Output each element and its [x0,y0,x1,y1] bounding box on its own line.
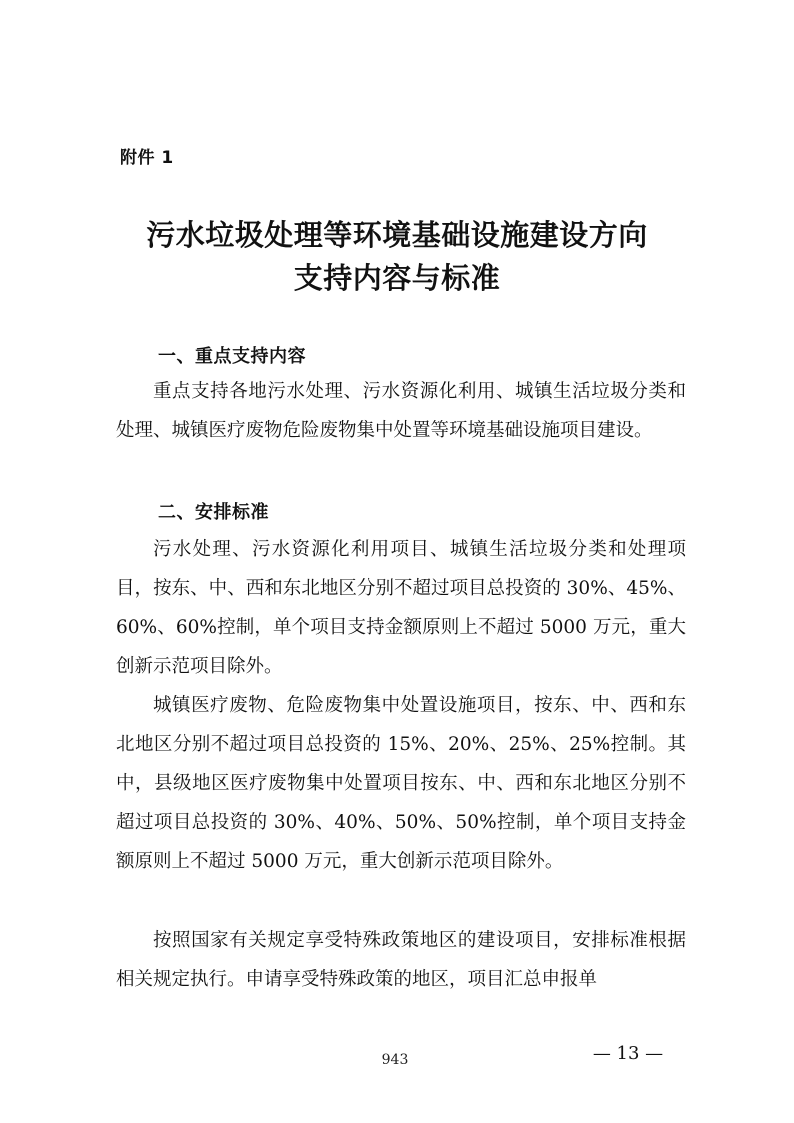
paragraph-standards-1: 污水处理、污水资源化利用项目、城镇生活垃圾分类和处理项目，按东、中、西和东北地区分别不超过项目总投资的 30%、45%、60%、60%控制，单个项目支持金额原则上不超过 5000 万元，重大创新示范项目除外。 [116,539,686,677]
paragraph-standards-3: 按照国家有关规定享受特殊政策地区的建设项目，安排标准根据相关规定执行。申请享受特殊政策的地区，项目汇总申报单 [116,930,686,990]
footer-code: 943 [381,1052,409,1068]
section-heading-key-support: 一、重点支持内容 [158,346,306,367]
document-title-line-1: 污水垃圾处理等环境基础设施建设方向 [146,218,648,252]
section-heading-standards: 二、安排标准 [158,502,269,523]
attachment-label: 附件 1 [120,148,174,168]
page-number: — 13 — [592,1043,664,1064]
document-title-line-2: 支持内容与标准 [293,261,501,295]
paragraph-key-support: 重点支持各地污水处理、污水资源化利用、城镇生活垃圾分类和处理、城镇医疗废物危险废物集中处置等环境基础设施项目建设。 [116,381,686,441]
paragraph-standards-2: 城镇医疗废物、危险废物集中处置设施项目，按东、中、西和东北地区分别不超过项目总投资的 15%、20%、25%、25%控制。其中，县级地区医疗废物集中处置项目按东、中、西和东北地区分别不超过项目总投资的 30%、40%、50%、50%控制，单个项目支持金额原则上不超过 5000 万元，重大创新示范项目除外。 [116,695,686,872]
